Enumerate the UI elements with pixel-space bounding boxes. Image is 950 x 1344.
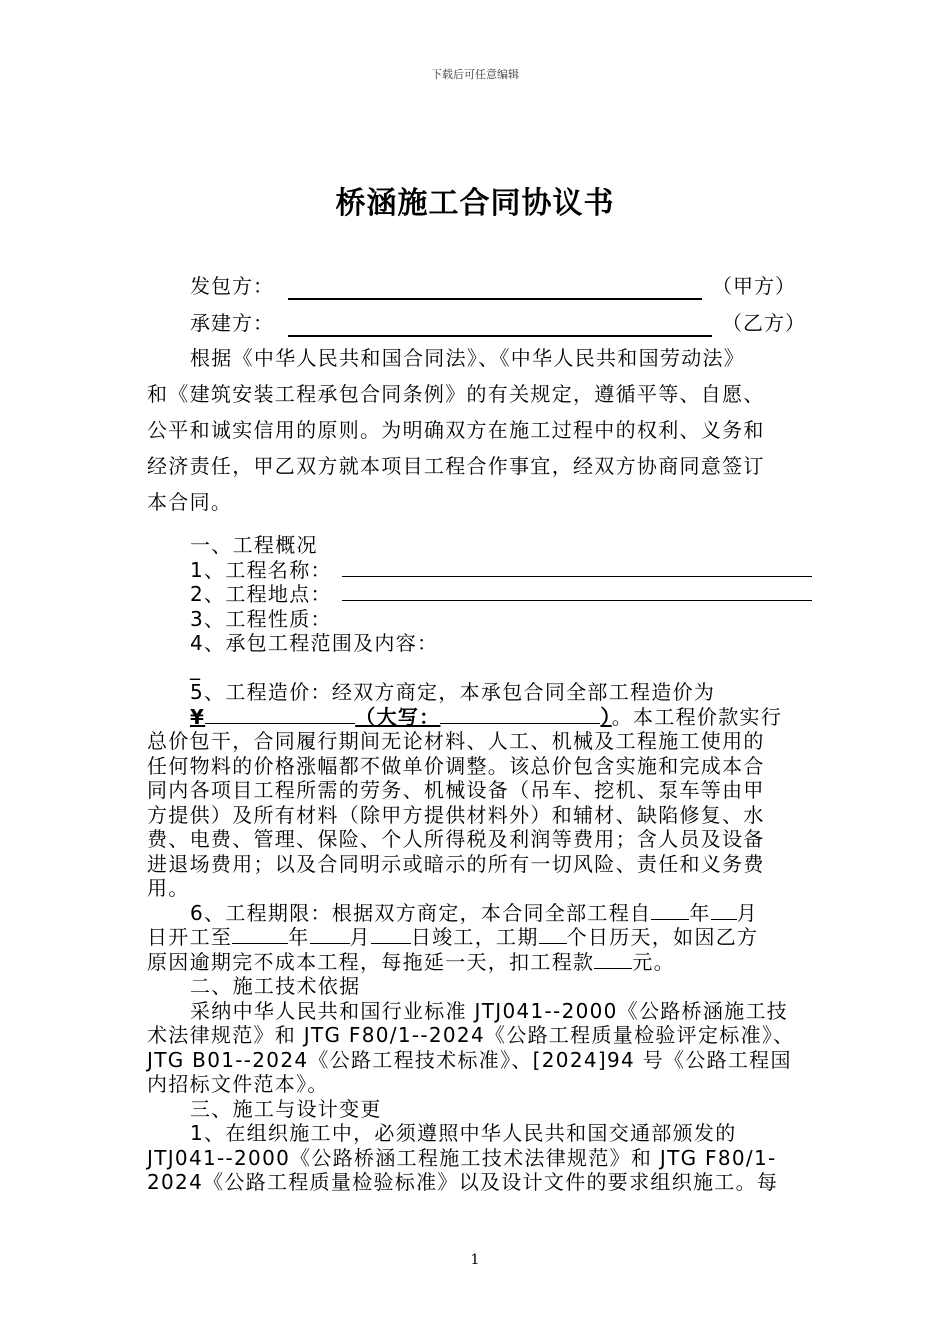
intro-line: 和《建筑安装工程承包合同条例》的有关规定，遵循平等、自愿、 <box>147 382 765 406</box>
project-name-line <box>147 558 807 583</box>
period-text: 年 <box>689 900 711 925</box>
project-location-field[interactable] <box>342 582 812 601</box>
period-text: 日竣工，工期 <box>410 925 539 949</box>
penalty-field[interactable] <box>594 950 632 969</box>
project-location-label: 2、工程地点： <box>190 582 332 606</box>
page-number: 1 <box>470 1252 480 1268</box>
price-rest: 。本工程价款实行 <box>611 704 783 729</box>
section-2-heading: 二、施工技术依据 <box>190 974 361 998</box>
s3-line: 1、在组织施工中，必须遵照中华人民共和国交通部颁发的 <box>190 1121 737 1145</box>
project-scope-line: 4、承包工程范围及内容： <box>190 631 439 655</box>
end-day-field[interactable] <box>371 925 411 944</box>
project-name-field[interactable] <box>342 558 812 577</box>
project-nature-line: 3、工程性质： <box>190 606 332 631</box>
period-text: 元。 <box>632 949 675 974</box>
price-detail-line: 同内各项目工程所需的劳务、机械设备（吊车、挖机、泵车等由甲 <box>147 778 765 802</box>
party-a-blank[interactable] <box>288 274 702 300</box>
intro-line: 本合同。 <box>147 490 233 514</box>
party-a-label: 发包方： <box>190 274 274 298</box>
price-detail-line: 用。 <box>147 876 190 900</box>
page-title: 桥涵施工合同协议书 <box>335 186 615 221</box>
price-close-paren: ） <box>600 704 612 729</box>
yen-sign: ¥ <box>190 704 206 729</box>
project-scope-blank: _ <box>190 655 202 680</box>
intro-line: 根据《中华人民共和国合同法》、《中华人民共和国劳动法》 <box>190 346 746 370</box>
period-text: 个日历天，如因乙方 <box>566 925 759 949</box>
contract-body <box>147 533 807 1195</box>
period-text: 月 <box>736 900 758 925</box>
section-1-heading: 一、工程概况 <box>190 533 318 557</box>
header-note: 下载后可任意编辑 <box>431 68 519 81</box>
s3-line: 2024《公路工程质量检验标准》以及设计文件的要求组织施工。每 <box>147 1170 779 1194</box>
party-a-suffix: （甲方） <box>712 274 796 298</box>
price-detail-line: 进退场费用；以及合同明示或暗示的所有一切风险、责任和义务费 <box>147 851 765 876</box>
party-b-line <box>190 309 806 337</box>
price-daxie-label: （大写： <box>355 704 441 729</box>
price-daxie-field[interactable] <box>440 705 600 724</box>
party-b-blank[interactable] <box>288 311 712 337</box>
s2-line: 术法律规范》和 JTG F80/1--2024《公路工程质量检验评定标准》、 <box>147 1023 795 1047</box>
price-line: 5、工程造价：经双方商定，本承包合同全部工程造价为 <box>190 680 716 704</box>
project-name-label: 1、工程名称： <box>190 557 332 582</box>
end-year-field[interactable] <box>232 925 288 944</box>
party-a-line <box>190 272 796 300</box>
period-text: 原因逾期完不成本工程，每拖延一天，扣工程款 <box>147 949 595 974</box>
price-amount-line <box>147 705 807 730</box>
s2-line: 采纳中华人民共和国行业标准 JTJ041--2000《公路桥涵施工技 <box>190 998 789 1023</box>
period-line-3 <box>147 950 807 975</box>
s2-line: 内招标文件范本》。 <box>147 1072 329 1096</box>
start-month-field[interactable] <box>711 901 737 920</box>
intro-paragraph <box>147 340 807 520</box>
project-location-line <box>147 582 807 607</box>
price-detail-line: 费、电费、管理、保险、个人所得税及利润等费用；含人员及设备 <box>147 827 765 851</box>
end-month-field[interactable] <box>310 925 350 944</box>
intro-line: 公平和诚实信用的原则。为明确双方在施工过程中的权利、义务和 <box>147 418 765 442</box>
price-detail-line: 总价包干，合同履行期间无论材料、人工、机械及工程施工使用的 <box>147 729 765 753</box>
period-text: 6、工程期限：根据双方商定，本合同全部工程自 <box>190 900 652 925</box>
period-line-2 <box>147 925 807 950</box>
start-year-field[interactable] <box>651 901 689 920</box>
period-text: 月 <box>349 925 371 949</box>
price-amount-field[interactable] <box>205 705 355 724</box>
duration-field[interactable] <box>539 925 567 944</box>
intro-line: 经济责任，甲乙双方就本项目工程合作事宜，经双方协商同意签订 <box>147 454 765 478</box>
period-text: 日开工至 <box>147 925 233 949</box>
period-text: 年 <box>288 925 310 949</box>
price-detail-line: 方提供）及所有材料（除甲方提供材料外）和辅材、缺陷修复、水 <box>147 802 765 827</box>
price-detail-line: 任何物料的价格涨幅都不做单价调整。该总价包含实施和完成本合 <box>147 753 765 778</box>
s3-line: JTJ041--2000《公路桥涵工程施工技术法律规范》和 JTG F80/1- <box>147 1145 777 1170</box>
s2-line: JTG B01--2024《公路工程技术标准》、[2024]94 号《公路工程国 <box>147 1047 792 1072</box>
party-b-suffix: （乙方） <box>722 311 806 335</box>
section-3-heading: 三、施工与设计变更 <box>190 1096 382 1121</box>
party-b-label: 承建方： <box>190 311 274 335</box>
period-line-1 <box>147 901 807 926</box>
